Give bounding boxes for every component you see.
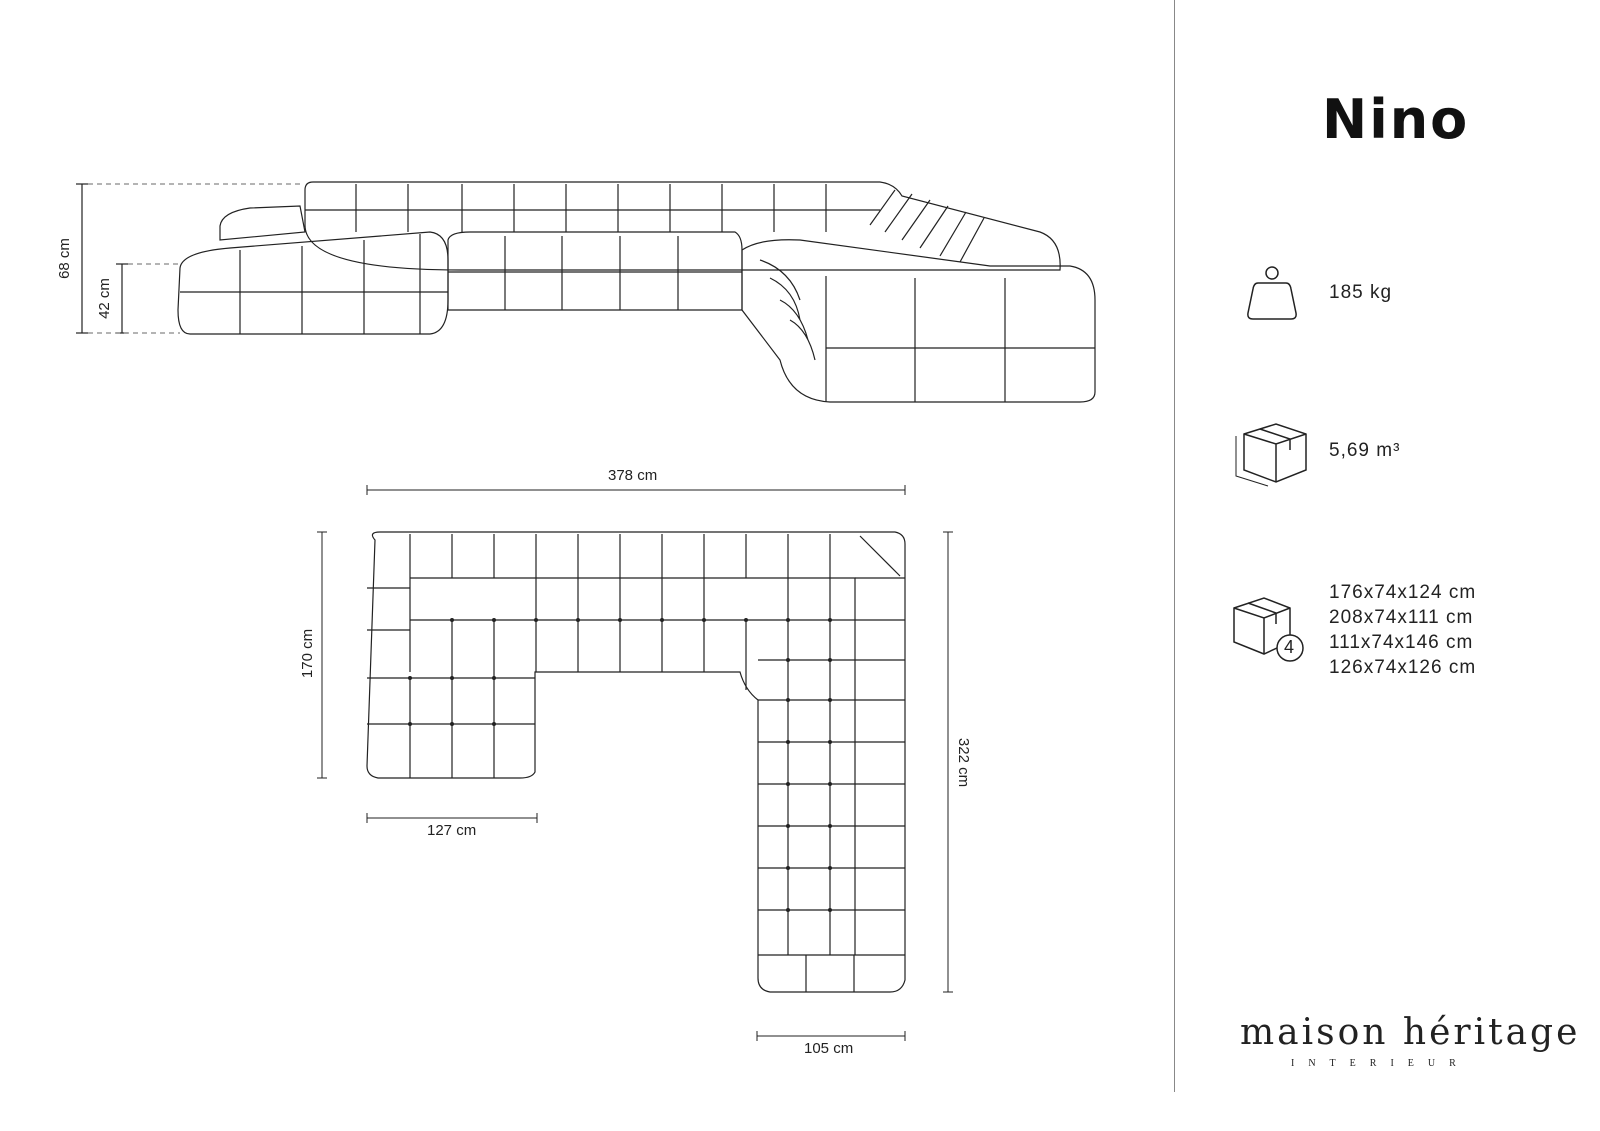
- weight-icon: [1242, 263, 1302, 323]
- left-arm-width-label: 127 cm: [427, 822, 477, 839]
- seat-height-label: 42 cm: [95, 278, 113, 319]
- dimension-lines: [317, 485, 953, 1041]
- package-size: 176x74x124 cm: [1329, 582, 1477, 603]
- package-size: 208x74x111 cm: [1329, 607, 1474, 628]
- right-arm-width-label: 105 cm: [804, 1040, 854, 1057]
- package-sizes-list: [1329, 580, 1476, 680]
- left-depth-label: 170 cm: [299, 628, 317, 679]
- brand-logo-tagline: INTERIEUR: [1291, 1058, 1470, 1069]
- sofa-front-view: [76, 182, 1095, 402]
- package-size: 111x74x146 cm: [1329, 632, 1474, 653]
- brand-logo-name: maison héritage: [1240, 1012, 1581, 1053]
- width-label: 378 cm: [608, 467, 658, 484]
- box-volume-icon: [1232, 416, 1312, 488]
- package-size: 126x74x126 cm: [1329, 657, 1477, 678]
- sofa-top-view: [367, 532, 905, 992]
- package-count-badge: 4: [1284, 637, 1296, 657]
- volume-value: 5,69 m³: [1329, 440, 1401, 461]
- right-depth-label: 322 cm: [955, 737, 973, 788]
- total-height-label: 68 cm: [55, 238, 73, 279]
- section-divider: [1174, 0, 1175, 1092]
- packages-icon: [1228, 592, 1318, 672]
- product-title: Nino: [1322, 88, 1470, 151]
- weight-value: 185 kg: [1329, 282, 1393, 303]
